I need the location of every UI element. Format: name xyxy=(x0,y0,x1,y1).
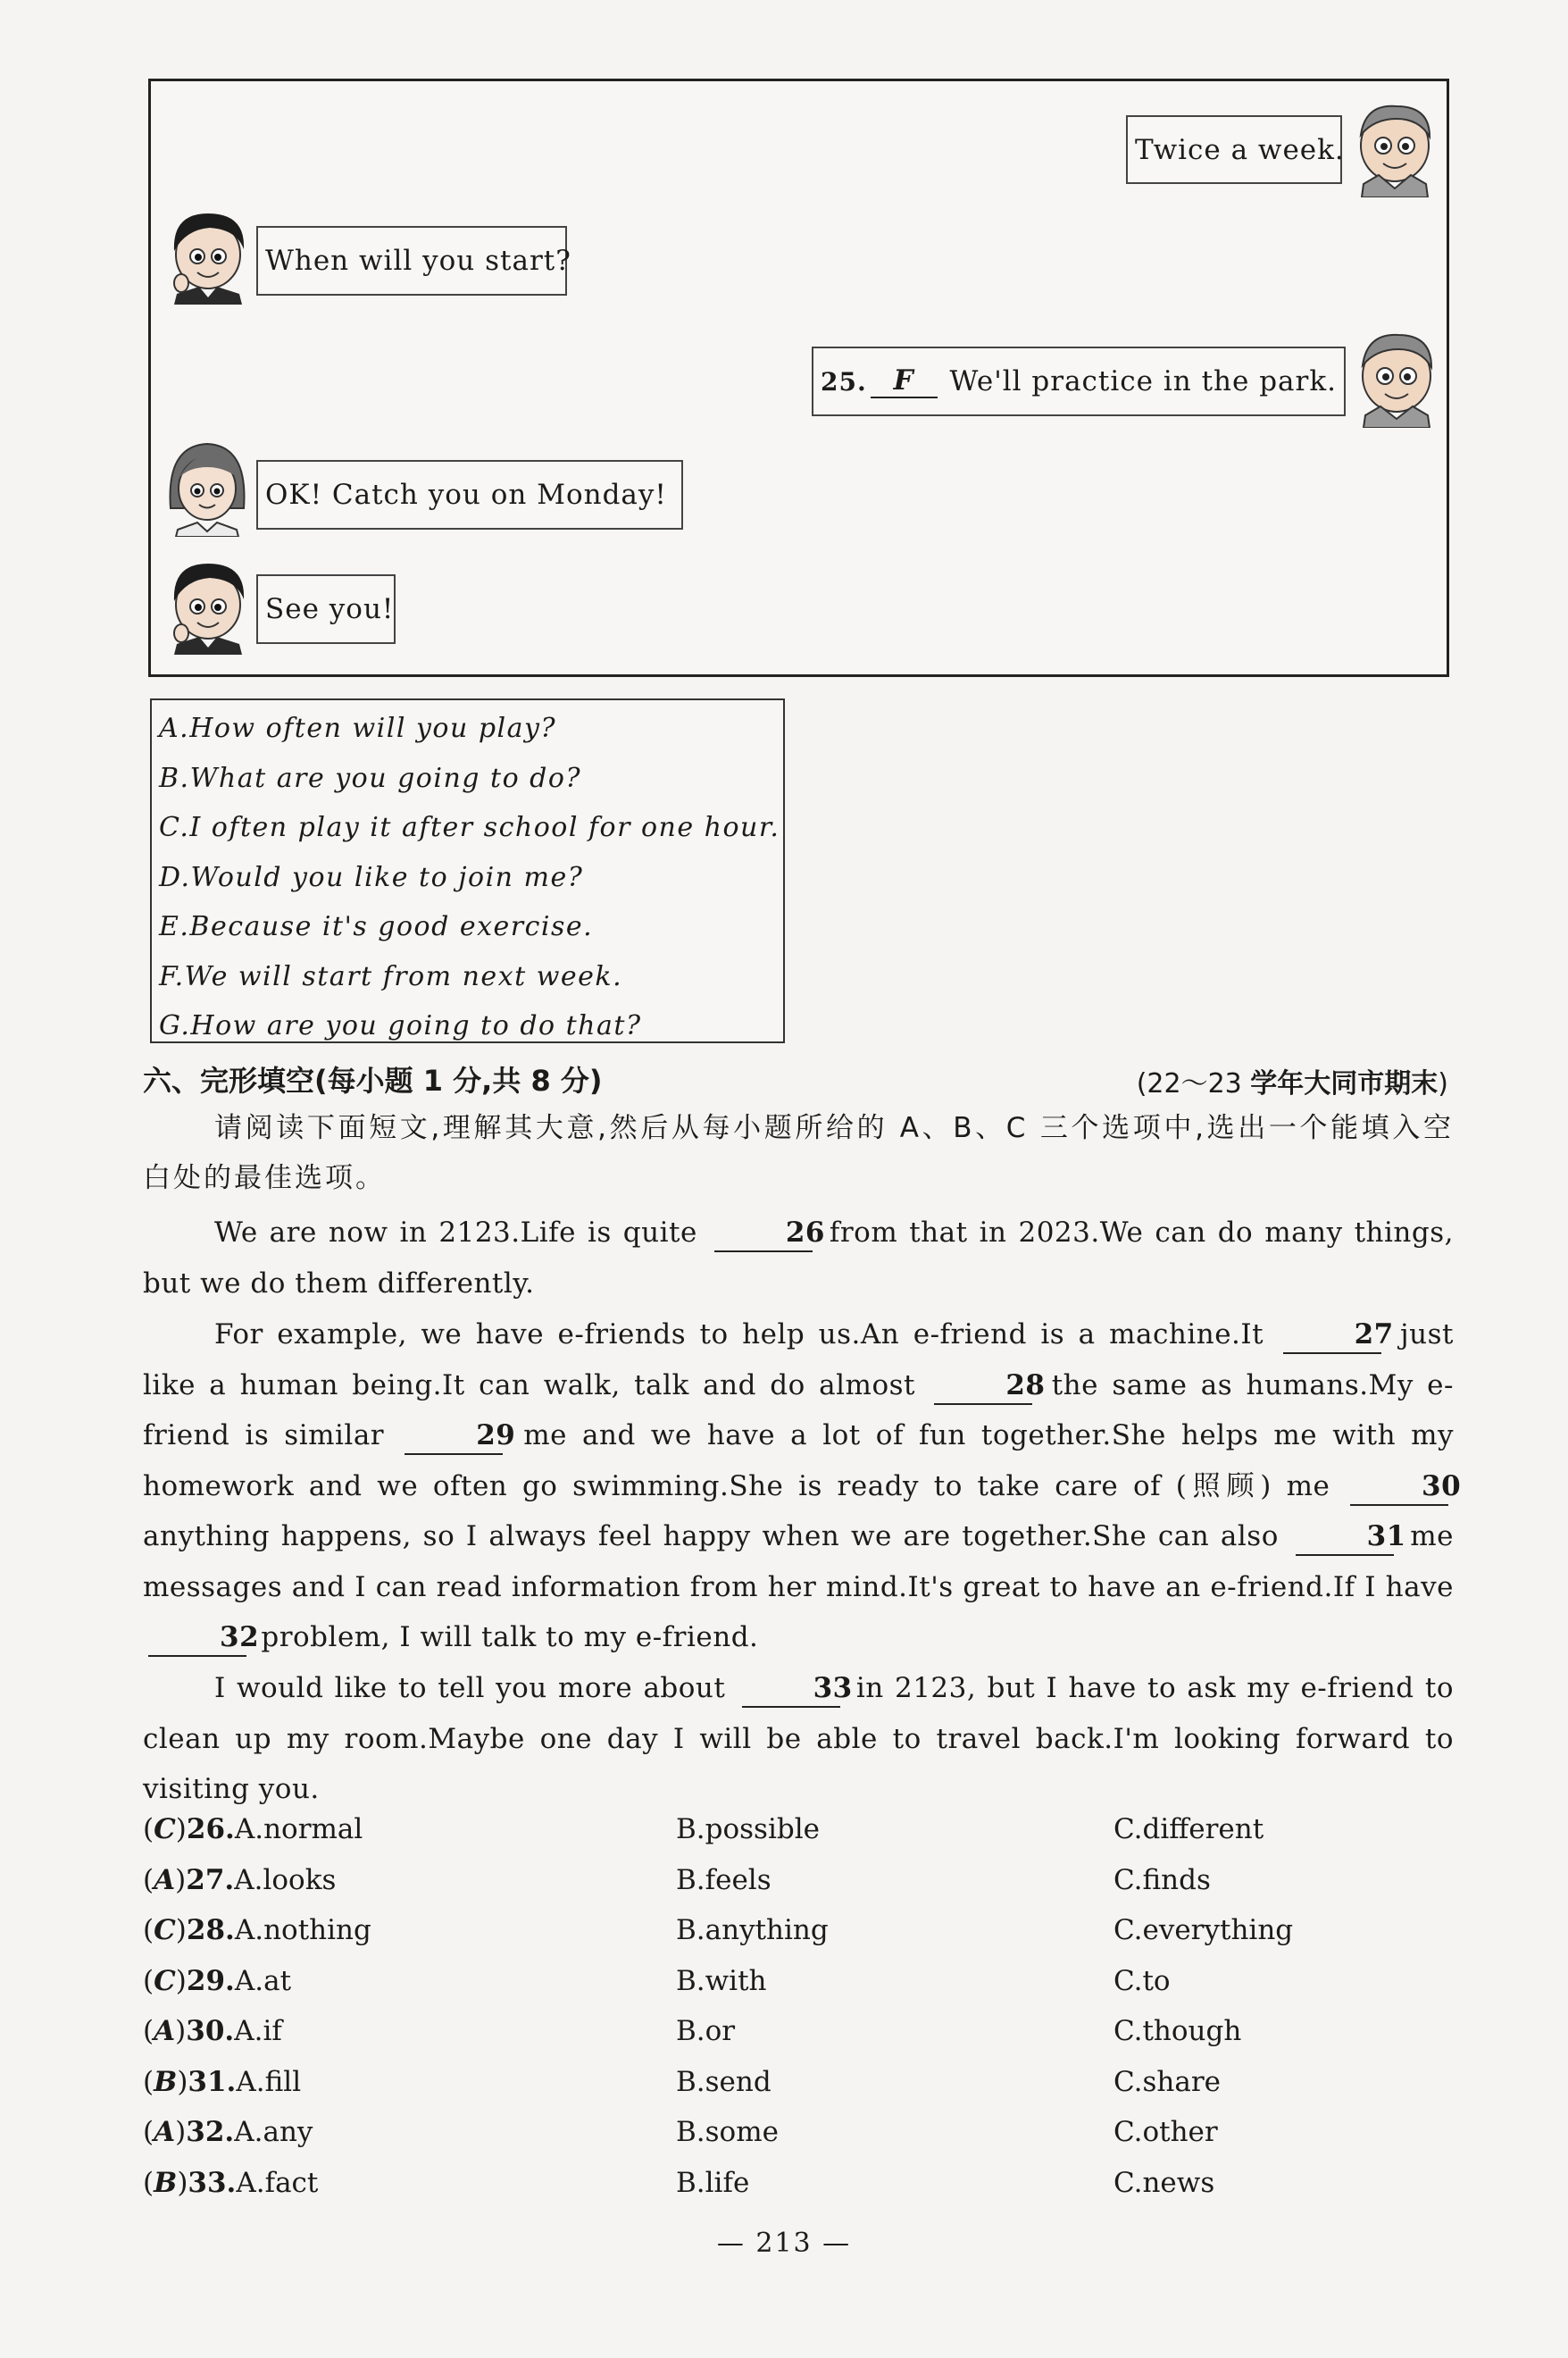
question-list xyxy=(143,1813,1455,2217)
section-title: 六、完形填空(每小题 1 分,共 8 分) xyxy=(143,1064,603,1098)
source-bold: 学年大同市期末 xyxy=(1250,1068,1439,1100)
blank-28: 28 xyxy=(934,1367,1032,1405)
question-row xyxy=(143,2116,1455,2167)
selected-answer: A xyxy=(154,2015,176,2047)
passage-text: me messages and I can read information from her mind.It's great to have an e-friend.If I have xyxy=(143,1520,1454,1603)
passage-text: For example, we have e-friends to help us.An e-friend is a machine.It xyxy=(214,1318,1264,1350)
choice-a: (C)26.A.normal xyxy=(143,1813,363,1845)
bubble-ok-catch-you xyxy=(256,460,683,530)
choice-a-text: A.at xyxy=(234,1964,292,1997)
question-row xyxy=(143,1813,1455,1864)
passage-text: in 2123, but I have to ask my e-friend to clean up my room.Maybe one day I will be able to travel back.I'm looking forward to visiting you. xyxy=(143,1672,1454,1805)
boy-avatar-icon xyxy=(1347,99,1442,197)
bubble-text: We'll practice in the park. xyxy=(949,365,1337,397)
bubble-text: Twice a week. xyxy=(1135,133,1345,166)
selected-answer: B xyxy=(154,2166,178,2199)
bubble-text: When will you start? xyxy=(265,245,571,277)
source-note xyxy=(1137,1061,1448,1100)
page-number: — 213 — xyxy=(716,2228,852,2259)
choice-b: B.possible xyxy=(676,1813,820,1845)
black-hair-boy-avatar-icon xyxy=(163,205,253,305)
choice-a: (A)27.A.looks xyxy=(143,1863,337,1896)
question-number: 28. xyxy=(186,1914,235,1946)
passage-text: problem, I will talk to my e-friend. xyxy=(261,1621,759,1653)
question-row xyxy=(143,2066,1455,2117)
question-row xyxy=(143,2015,1455,2066)
girl-avatar-icon xyxy=(162,437,253,537)
choice-b: B.send xyxy=(676,2065,771,2098)
selected-answer: C xyxy=(154,1964,176,1997)
selected-answer: C xyxy=(154,1813,176,1845)
blank-27: 27 xyxy=(1283,1317,1381,1354)
choice-a: (A)30.A.if xyxy=(143,2015,282,2047)
bubble-text: OK! Catch you on Monday! xyxy=(265,479,667,511)
choice-b: B.anything xyxy=(676,1914,829,1946)
black-hair-boy-avatar-icon xyxy=(163,555,253,655)
option-c: C.I often play it after school for one hour. xyxy=(159,812,780,843)
passage-text: me and we have a lot of fun together.She helps me with my homework and we often go swimming.She is ready to take care of (照顾) me xyxy=(143,1419,1455,1502)
choice-c: C.news xyxy=(1113,2166,1215,2199)
question-number: 32. xyxy=(186,2116,235,2148)
choice-b: B.with xyxy=(676,1964,767,1997)
choice-c: C.other xyxy=(1113,2116,1218,2148)
blank-26: 26 xyxy=(714,1215,813,1252)
answer-letter: F xyxy=(893,364,914,397)
choice-c: C.everything xyxy=(1113,1914,1294,1946)
blank-31: 31 xyxy=(1296,1518,1394,1556)
choice-a: (C)29.A.at xyxy=(143,1964,292,1997)
choice-c: C.share xyxy=(1113,2065,1221,2098)
choice-a-text: A.normal xyxy=(234,1813,363,1845)
passage-text: from that in 2023.We can do many things, but we do them differently. xyxy=(143,1217,1454,1300)
selected-answer: C xyxy=(154,1914,176,1946)
selected-answer: A xyxy=(154,2116,176,2148)
options-box xyxy=(150,698,785,1043)
bubble-see-you xyxy=(256,574,396,644)
question-number: 25. xyxy=(821,366,867,397)
option-a: A.How often will you play? xyxy=(159,713,557,744)
dialogue-frame xyxy=(148,79,1449,677)
passage-text: anything happens, so I always feel happy when we are together.She can also xyxy=(143,1520,1279,1552)
option-e: E.Because it's good exercise. xyxy=(159,911,594,942)
passage-text: We are now in 2123.Life is quite xyxy=(214,1217,697,1249)
choice-b: B.life xyxy=(676,2166,750,2199)
choice-a-text: A.any xyxy=(234,2116,313,2148)
choice-a-text: A.nothing xyxy=(234,1914,371,1946)
choice-c: C.finds xyxy=(1113,1863,1211,1896)
choice-a-text: A.if xyxy=(234,2015,282,2047)
question-number: 33. xyxy=(188,2166,237,2199)
passage-paragraph-1 xyxy=(143,1208,1454,1309)
passage-text: just like a human being.It can walk, talk and do almost xyxy=(143,1318,1454,1401)
question-row xyxy=(143,1914,1455,1965)
selected-answer: B xyxy=(154,2065,178,2098)
choice-a: (C)28.A.nothing xyxy=(143,1914,371,1946)
boy-avatar-icon xyxy=(1349,328,1444,428)
choice-a-text: A.fill xyxy=(236,2065,302,2098)
question-row xyxy=(143,1965,1455,2016)
choice-a-text: A.looks xyxy=(234,1863,337,1896)
passage-text: the same as humans.My e-friend is similar xyxy=(143,1368,1455,1451)
passage-paragraph-3 xyxy=(143,1663,1454,1815)
option-f: F.We will start from next week. xyxy=(159,960,623,992)
option-d: D.Would you like to join me? xyxy=(159,861,584,893)
bubble-text: See you! xyxy=(265,593,395,625)
choice-b: B.some xyxy=(676,2116,779,2148)
source-suffix: ) xyxy=(1438,1068,1448,1100)
choice-c: C.though xyxy=(1113,2015,1242,2047)
question-number: 26. xyxy=(186,1813,235,1845)
blank-32: 32 xyxy=(148,1619,246,1657)
instruction: 请阅读下面短文,理解其大意,然后从每小题所给的 A、B、C 三个选项中,选出一个能填入空白处的最佳选项。 xyxy=(143,1112,1454,1194)
bubble-when-will-you-start xyxy=(256,226,571,296)
option-b: B.What are you going to do? xyxy=(159,762,582,794)
source-prefix: (22～23 xyxy=(1136,1068,1251,1100)
bubble-twice-a-week xyxy=(1126,115,1345,184)
question-number: 27. xyxy=(186,1863,235,1896)
question-number: 29. xyxy=(186,1964,235,1997)
blank-30: 30 xyxy=(1350,1468,1448,1506)
choice-c: C.to xyxy=(1113,1964,1171,1997)
choice-a: (B)31.A.fill xyxy=(143,2065,302,2098)
blank-29: 29 xyxy=(405,1417,503,1455)
passage-paragraph-2 xyxy=(143,1309,1462,1663)
choice-a-text: A.fact xyxy=(236,2166,319,2199)
choice-b: B.or xyxy=(676,2015,736,2047)
choice-a: (A)32.A.any xyxy=(143,2116,313,2148)
choice-a: (B)33.A.fact xyxy=(143,2166,319,2199)
answer-blank-25 xyxy=(871,364,938,398)
question-number: 30. xyxy=(186,2015,235,2047)
selected-answer: A xyxy=(154,1863,176,1896)
passage-text: I would like to tell you more about xyxy=(214,1672,726,1704)
choice-b: B.feels xyxy=(676,1863,771,1896)
blank-33: 33 xyxy=(742,1670,840,1708)
question-row xyxy=(143,2167,1455,2218)
option-g: G.How are you going to do that? xyxy=(159,1010,642,1041)
question-row xyxy=(143,1864,1455,1915)
choice-c: C.different xyxy=(1113,1813,1264,1845)
bubble-question-25 xyxy=(812,347,1346,416)
question-number: 31. xyxy=(188,2065,237,2098)
